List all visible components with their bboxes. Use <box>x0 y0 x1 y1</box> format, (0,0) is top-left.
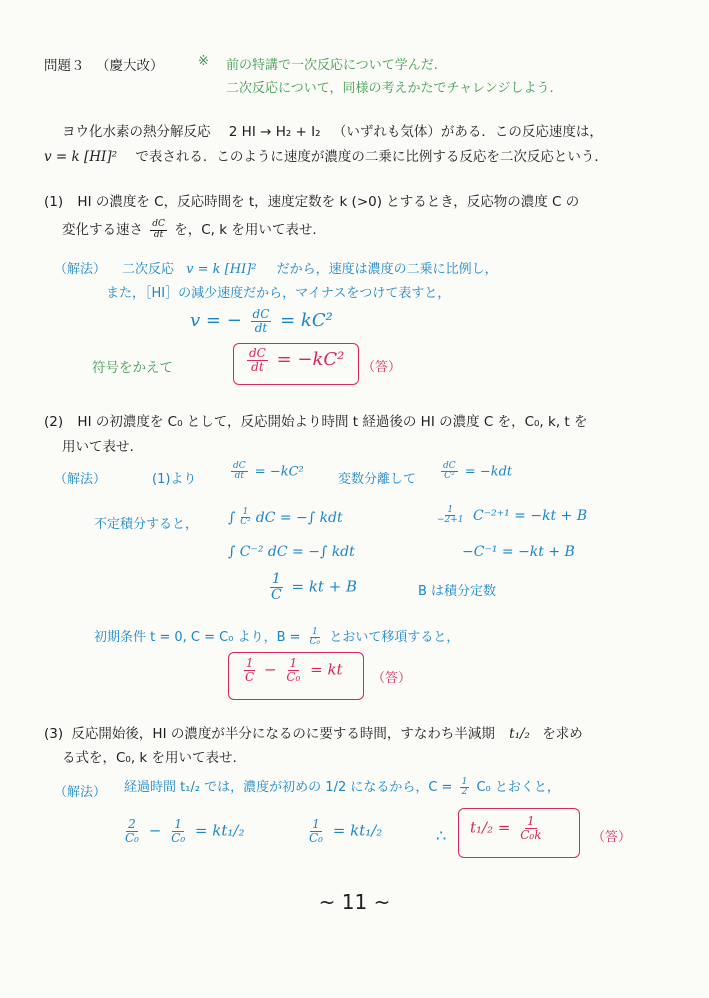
frac-num: 1 <box>447 505 454 515</box>
init-text: 初期条件 t = 0, C = C₀ より，B = <box>94 630 301 645</box>
frac-num: 1 <box>527 814 535 828</box>
q2-line-1 <box>44 410 588 430</box>
result-2-text: −C⁻¹ = −kt + B <box>462 544 575 560</box>
frac-den: C₀ <box>286 669 301 684</box>
therefore-symbol: ∴ <box>436 826 447 845</box>
q3-text-1: 反応開始後，HI の濃度が半分になるのに要する時間，すなわち半減期 <box>71 726 495 742</box>
result-1-rest: C⁻²⁺¹ = −kt + B <box>473 507 588 524</box>
dc-c2-frac <box>441 462 458 482</box>
answer-lhs: t₁/₂ = <box>470 818 511 837</box>
q1-solution-label: （解法） <box>54 262 107 277</box>
q2-int-1 <box>228 508 343 528</box>
q1-sol-line-2: また，［HI］の減少速度だから，マイナスをつけて表すと， <box>106 286 451 301</box>
rate-law: v = k [HI]² <box>44 149 118 165</box>
eq-final-rhs: = kt + B <box>291 577 358 596</box>
q1-flip-text: 符号をかえて <box>92 360 173 376</box>
q3-text-2: る式を，C₀, k を用いて表せ. <box>62 750 237 766</box>
intro-text-2: で表される．このように速度が濃度の二乗に比例する反応を二次反応という． <box>135 149 608 165</box>
q3-solution-label: （解法） <box>54 785 107 800</box>
note-line-2: 二次反応について，同様の考えかたでチャレンジしよう. <box>226 81 554 96</box>
frac-den: 2 <box>461 787 468 797</box>
frac-num: dC <box>152 219 165 230</box>
q3-sol-1: 経過時間 t₁/₂ では，濃度が初めの 1/2 になるから，C = <box>124 780 453 795</box>
one-over-c <box>243 657 256 683</box>
one-over-c0 <box>308 628 323 648</box>
answer-rhs: = −kC² <box>276 349 345 371</box>
q2-answer-eq: $\frac{1}{C}$ − $\frac{1}{\text{C₀}}$ = kt <box>245 656 343 684</box>
eq1-rhs: = −kC² <box>254 464 304 480</box>
intro-text-a: ヨウ化水素の熱分解反応 <box>62 124 211 140</box>
q2-text-2: 用いて表せ. <box>62 439 134 455</box>
answer-rhs: = kt <box>310 660 343 679</box>
eq-kc2: = kC² <box>280 310 333 332</box>
q2-result-1 <box>432 506 587 526</box>
q3-line-1 <box>44 722 583 742</box>
half-frac <box>460 778 470 798</box>
q1-text-2b: を，C, k を用いて表せ. <box>174 222 317 238</box>
q2-solution-label: （解法） <box>54 472 107 487</box>
int-1-rest: dC = −∫ kdt <box>255 509 343 526</box>
dc-dt-frac <box>247 347 268 373</box>
frac-den: C₀k <box>520 827 542 842</box>
dc-dt-fraction <box>150 220 167 240</box>
q1-answer-mark: （答） <box>362 360 402 375</box>
q2-integrate-text: 不定積分すると， <box>94 517 199 532</box>
one-over-c2 <box>238 508 253 528</box>
intro-line-2 <box>44 145 608 165</box>
q3-sol-line <box>124 776 560 797</box>
q1-line-1 <box>44 190 579 210</box>
frac-den: dt <box>251 359 264 374</box>
q2-number: (2) <box>44 414 64 430</box>
frac-num: 2 <box>128 817 136 831</box>
one-over-c0 <box>169 818 187 844</box>
frac-num: 1 <box>242 507 249 517</box>
frac-num: dC <box>249 346 266 360</box>
q2-answer-mark: （答） <box>372 671 412 686</box>
frac-den: C₀ <box>309 830 323 845</box>
frac-num: 1 <box>289 656 298 670</box>
frac-num: 1 <box>312 817 320 831</box>
problem-label: 問題３ <box>44 58 85 74</box>
frac-den: −2+1 <box>437 515 464 526</box>
frac-den: C <box>271 586 282 603</box>
reaction-equation: 2 HI → H₂ + I₂ <box>228 124 321 140</box>
q3-number: (3) <box>44 726 64 742</box>
q1-line-2 <box>62 218 317 240</box>
q3-text-1b: を求め <box>542 726 583 742</box>
frac-num: dC <box>443 461 456 471</box>
q3-eq-1: $\frac{2}{\text{C₀}}$ − $\frac{1}{\text{C₀}}$ = kt₁/₂ <box>125 817 245 845</box>
frac-den: C² <box>444 471 455 482</box>
q1-answer-eq <box>244 347 344 373</box>
note-mark: ※ <box>198 54 209 69</box>
problem-source: （慶大改） <box>96 58 164 74</box>
eq2-rhs: = −kdt <box>464 464 513 480</box>
frac-num: dC <box>233 461 246 471</box>
int-2-text: ∫ C⁻² dC = −∫ kdt <box>228 544 355 560</box>
frac-den: C <box>245 669 255 684</box>
result-frac <box>435 506 466 526</box>
t-half: t₁/₂ <box>509 726 530 742</box>
note-line-1: 前の特講で一次反応について学んだ. <box>226 58 438 73</box>
one-over-c0 <box>307 818 325 844</box>
q3-eq2-rhs: = kt₁/₂ <box>332 821 383 840</box>
q1-text-1: HI の濃度を C，反応時間を t，速度定数を k (>0) とするとき，反応物の濃度 C の <box>77 194 580 210</box>
q2-initial-condition <box>94 626 459 647</box>
frac-num: dC <box>252 307 270 321</box>
q3-eq-2 <box>304 818 382 844</box>
frac-den: dt <box>153 229 164 240</box>
frac-den: C₀ <box>309 637 321 647</box>
frac-den: dt <box>254 320 268 335</box>
frac-den: dt <box>234 471 245 482</box>
int-sign: ∫ <box>228 509 236 526</box>
q2-from1: (1)より <box>152 472 197 487</box>
two-over-c0 <box>123 818 141 844</box>
q2-result-2 <box>462 544 575 560</box>
frac-num: 1 <box>461 776 468 787</box>
frac-num: 1 <box>312 626 318 637</box>
q3-eq1-rhs: = kt₁/₂ <box>194 821 245 840</box>
q2-eq1 <box>228 462 304 482</box>
q3-answer-mark: （答） <box>592 830 632 845</box>
frac-den: C² <box>240 517 251 528</box>
q1-sol-1: 二次反応 <box>122 262 175 277</box>
q1-velocity-eq <box>190 308 333 334</box>
frac-num: 1 <box>174 817 182 831</box>
page-number: ~ 11 ~ <box>318 890 391 914</box>
q2-eq2 <box>438 462 512 482</box>
q3-sol-1b: C₀ とおくと， <box>476 780 560 795</box>
one-over-c0k <box>518 815 543 841</box>
q1-number: (1) <box>44 194 64 210</box>
frac-num: 1 <box>271 571 281 587</box>
problem-number <box>44 54 85 74</box>
init-text-b: とおいて移項すると， <box>329 630 460 645</box>
q2-text-1: HI の初濃度を C₀ として，反応開始より時間 t 経過後の HI の濃度 C を，C₀, k, t を <box>77 414 588 430</box>
q2-separation-text: 変数分離して <box>338 472 417 487</box>
frac-num: 1 <box>245 656 254 670</box>
q1-sol-1-b: だから，速度は濃度の二乗に比例し， <box>276 262 498 277</box>
q1-sol-1-eq: v = k [HI]² <box>186 262 257 277</box>
intro-text-c: （いずれも気体）がある．この反応速度は， <box>332 124 603 140</box>
q2-int-2 <box>228 544 355 560</box>
dc-dt-frac <box>251 308 272 334</box>
one-over-c <box>269 572 284 602</box>
q1-text-2a: 変化する速さ <box>62 222 143 238</box>
q3-answer-eq <box>470 815 547 841</box>
q2-b-note: B は積分定数 <box>418 584 497 599</box>
v-minus: v = − <box>190 310 242 332</box>
one-over-c0 <box>284 657 302 683</box>
q2-eq-final <box>266 572 357 602</box>
dc-dt-frac <box>231 462 248 482</box>
frac-den: C₀ <box>171 830 186 845</box>
frac-den: C₀ <box>125 830 139 845</box>
q1-sol-line-1 <box>122 258 498 277</box>
intro-line-1 <box>62 120 603 140</box>
